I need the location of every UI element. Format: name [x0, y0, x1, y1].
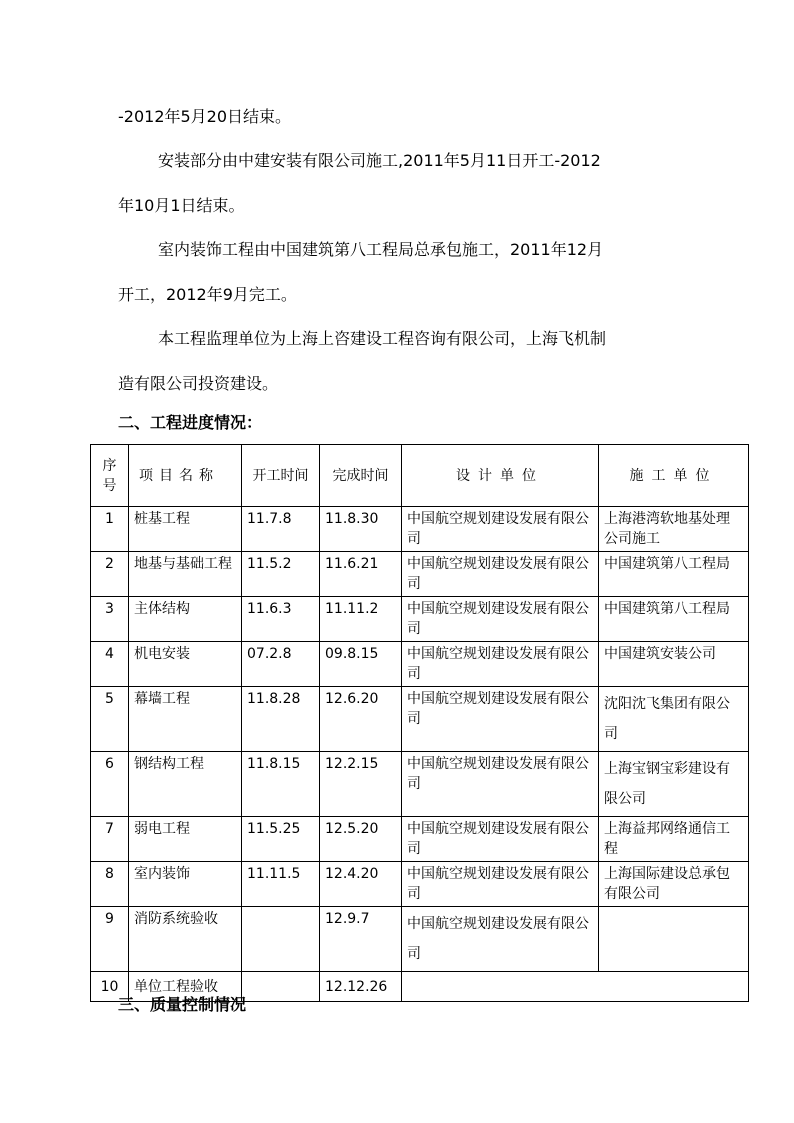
cell-end: 12.12.26 — [320, 972, 402, 1002]
header-end: 完成时间 — [320, 445, 402, 507]
cell-design: 中国航空规划建设发展有限公司 — [402, 642, 599, 687]
table-row — [91, 597, 749, 642]
cell-name: 桩基工程 — [129, 507, 242, 552]
header-construction: 施工单位 — [599, 445, 749, 507]
cell-end: 12.5.20 — [320, 817, 402, 862]
cell-num: 8 — [91, 862, 129, 907]
cell-construction: 中国建筑安装公司 — [599, 642, 749, 687]
cell-start: 11.6.3 — [242, 597, 320, 642]
cell-start — [242, 907, 320, 972]
header-num: 序号 — [91, 445, 129, 507]
cell-num: 10 — [91, 972, 129, 1002]
cell-design: 中国航空规划建设发展有限公司 — [402, 817, 599, 862]
paragraph-line: 安装部分由中建安装有限公司施工,2011年5月11日开工-2012 — [158, 151, 601, 170]
table-row — [91, 507, 749, 552]
cell-name: 机电安装 — [129, 642, 242, 687]
table-row — [91, 642, 749, 687]
cell-end: 11.6.21 — [320, 552, 402, 597]
cell-name: 幕墙工程 — [129, 687, 242, 752]
table-row — [91, 817, 749, 862]
paragraph-line: 开工，2012年9月完工。 — [118, 285, 297, 304]
header-name: 项目名称 — [129, 445, 242, 507]
paragraph-line: 本工程监理单位为上海上咨建设工程咨询有限公司，上海飞机制 — [158, 329, 607, 348]
cell-design: 中国航空规划建设发展有限公司 — [402, 552, 599, 597]
header-design: 设计单位 — [402, 445, 599, 507]
cell-construction: 中国建筑第八工程局 — [599, 552, 749, 597]
cell-start: 07.2.8 — [242, 642, 320, 687]
cell-end: 09.8.15 — [320, 642, 402, 687]
cell-start: 11.11.5 — [242, 862, 320, 907]
cell-construction — [599, 907, 749, 972]
cell-end: 12.9.7 — [320, 907, 402, 972]
table-row — [91, 752, 749, 817]
cell-num: 9 — [91, 907, 129, 972]
cell-design: 中国航空规划建设发展有限公司 — [402, 687, 599, 752]
cell-construction: 上海宝钢宝彩建设有限公司 — [599, 752, 749, 817]
table-row — [91, 862, 749, 907]
cell-design: 中国航空规划建设发展有限公司 — [402, 752, 599, 817]
cell-construction: 上海国际建设总承包有限公司 — [599, 862, 749, 907]
cell-num: 4 — [91, 642, 129, 687]
cell-num: 7 — [91, 817, 129, 862]
cell-design: 中国航空规划建设发展有限公司 — [402, 862, 599, 907]
cell-construction: 上海港湾软地基处理公司施工 — [599, 507, 749, 552]
cell-end: 11.11.2 — [320, 597, 402, 642]
cell-name: 弱电工程 — [129, 817, 242, 862]
section-heading: 三、质量控制情况 — [118, 995, 247, 1014]
progress-table — [90, 444, 749, 1002]
cell-name: 单位工程验收 — [129, 972, 242, 1002]
cell-name: 室内装饰 — [129, 862, 242, 907]
cell-start: 11.5.2 — [242, 552, 320, 597]
paragraph-line: 室内装饰工程由中国建筑第八工程局总承包施工，2011年12月 — [158, 240, 604, 259]
cell-construction: 中国建筑第八工程局 — [599, 597, 749, 642]
cell-num: 2 — [91, 552, 129, 597]
table-row — [91, 907, 749, 972]
cell-num: 3 — [91, 597, 129, 642]
cell-num: 6 — [91, 752, 129, 817]
cell-end: 12.4.20 — [320, 862, 402, 907]
cell-name: 消防系统验收 — [129, 907, 242, 972]
cell-design: 中国航空规划建设发展有限公司 — [402, 507, 599, 552]
cell-design: 中国航空规划建设发展有限公司 — [402, 597, 599, 642]
table-header-row — [91, 445, 749, 507]
cell-name: 主体结构 — [129, 597, 242, 642]
cell-name: 地基与基础工程 — [129, 552, 242, 597]
paragraph-line: -2012年5月20日结束。 — [118, 107, 292, 126]
cell-num: 1 — [91, 507, 129, 552]
cell-construction: 上海益邦网络通信工程 — [599, 817, 749, 862]
table-row — [91, 552, 749, 597]
cell-design: 中国航空规划建设发展有限公司 — [402, 907, 599, 972]
cell-start — [242, 972, 320, 1002]
cell-end: 12.2.15 — [320, 752, 402, 817]
section-heading: 二、工程进度情况： — [118, 413, 263, 432]
paragraph-line: 年10月1日结束。 — [118, 196, 245, 215]
cell-start: 11.8.28 — [242, 687, 320, 752]
cell-end: 11.8.30 — [320, 507, 402, 552]
cell-start: 11.8.15 — [242, 752, 320, 817]
paragraph-line: 造有限公司投资建设。 — [118, 374, 279, 393]
cell-num: 5 — [91, 687, 129, 752]
header-start: 开工时间 — [242, 445, 320, 507]
table-row — [91, 687, 749, 752]
cell-end: 12.6.20 — [320, 687, 402, 752]
cell-design — [402, 972, 749, 1002]
cell-start: 11.7.8 — [242, 507, 320, 552]
cell-name: 钢结构工程 — [129, 752, 242, 817]
cell-construction: 沈阳沈飞集团有限公司 — [599, 687, 749, 752]
cell-start: 11.5.25 — [242, 817, 320, 862]
